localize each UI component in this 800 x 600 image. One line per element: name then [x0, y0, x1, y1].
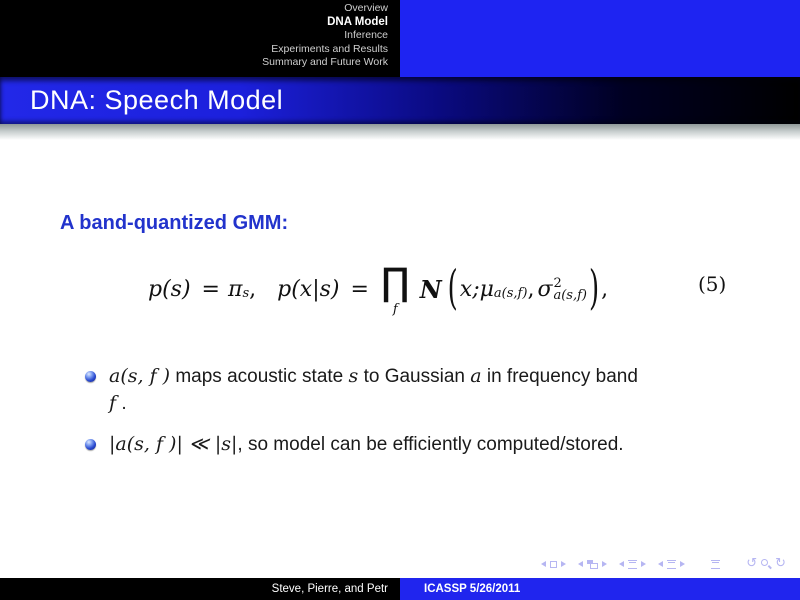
- footer: [0, 578, 800, 600]
- subsection-nav-panel: [400, 0, 800, 77]
- section-icon[interactable]: [667, 560, 676, 569]
- bullet-ball-icon: [85, 439, 96, 450]
- eq-open-paren: (: [447, 262, 458, 316]
- bullet-ball-icon: [85, 371, 96, 382]
- eq-mu-sub: a(s,f): [493, 285, 528, 301]
- eq-pi-sub: s: [242, 285, 250, 301]
- eq-equals-1: =: [201, 276, 220, 302]
- bullet-text: |a(s, f )| ≪ |s|, so model can be efficiently computed/stored.: [109, 433, 624, 455]
- nav-item-inference[interactable]: Inference: [344, 29, 388, 41]
- footer-authors: Steve, Pierre, and Petr: [0, 578, 400, 600]
- title-bar-shadow: [0, 124, 800, 140]
- equation-number: (5): [698, 272, 727, 296]
- eq-pi: π: [227, 276, 243, 302]
- eq-sigma-sub: a(s,f): [553, 288, 587, 303]
- back-icon[interactable]: ↺: [746, 556, 758, 571]
- next-slide-icon[interactable]: [561, 561, 566, 567]
- navigation-symbols: [541, 556, 786, 571]
- bullet-list: [85, 363, 745, 472]
- eq-normal-distribution-symbol: N: [419, 274, 442, 304]
- forward-icon[interactable]: ↻: [775, 556, 786, 571]
- search-icon[interactable]: [761, 559, 771, 569]
- subsection-icon[interactable]: [628, 560, 637, 569]
- equation: [145, 250, 608, 328]
- prev-section-icon[interactable]: [658, 561, 663, 567]
- frame-title-bar: [0, 77, 800, 124]
- frame-title: DNA: Speech Model: [30, 85, 284, 115]
- next-frame-icon[interactable]: [602, 561, 607, 567]
- bullet-item-2: [85, 431, 745, 458]
- appendix-icon[interactable]: [711, 560, 720, 569]
- footer-conference: ICASSP 5/26/2011: [400, 578, 800, 600]
- eq-close-paren: ): [588, 262, 600, 316]
- nav-item-summary-and-future-work[interactable]: Summary and Future Work: [262, 56, 388, 68]
- next-section-icon[interactable]: [680, 561, 685, 567]
- bullet-text: a(s, f ) maps acoustic state s to Gaussian a in frequency band f .: [109, 365, 638, 414]
- eq-arg-x: x;: [459, 276, 480, 302]
- nav-item-overview[interactable]: Overview: [344, 2, 388, 14]
- eq-sigma: σ: [537, 276, 553, 302]
- next-subsection-icon[interactable]: [641, 561, 646, 567]
- eq-mu: μ: [479, 276, 494, 302]
- slide-icon[interactable]: [550, 561, 557, 568]
- eq-sigma-scripts: [553, 278, 587, 302]
- frame-icon[interactable]: [587, 560, 598, 569]
- eq-comma-1: ,: [249, 276, 257, 302]
- product-symbol: ∏: [380, 260, 410, 304]
- eq-product: [381, 262, 410, 316]
- section-nav-list: [262, 2, 388, 70]
- eq-sigma-sup: 2: [553, 276, 562, 291]
- product-index: f: [392, 302, 398, 317]
- section-nav-header: [0, 0, 800, 77]
- prev-frame-icon[interactable]: [578, 561, 583, 567]
- block-heading: A band-quantized GMM:: [60, 212, 289, 234]
- prev-slide-icon[interactable]: [541, 561, 546, 567]
- prev-subsection-icon[interactable]: [619, 561, 624, 567]
- eq-p-of-s: p(s): [148, 276, 191, 302]
- eq-equals-2: =: [350, 276, 369, 302]
- eq-comma-2: ,: [527, 276, 535, 302]
- nav-item-experiments-and-results[interactable]: Experiments and Results: [271, 42, 388, 55]
- eq-comma-3: ,: [601, 276, 609, 302]
- nav-item-dna-model[interactable]: DNA Model: [327, 15, 388, 28]
- bullet-item-1: [85, 363, 745, 417]
- eq-p-of-x-given-s: p(x|s): [277, 276, 340, 302]
